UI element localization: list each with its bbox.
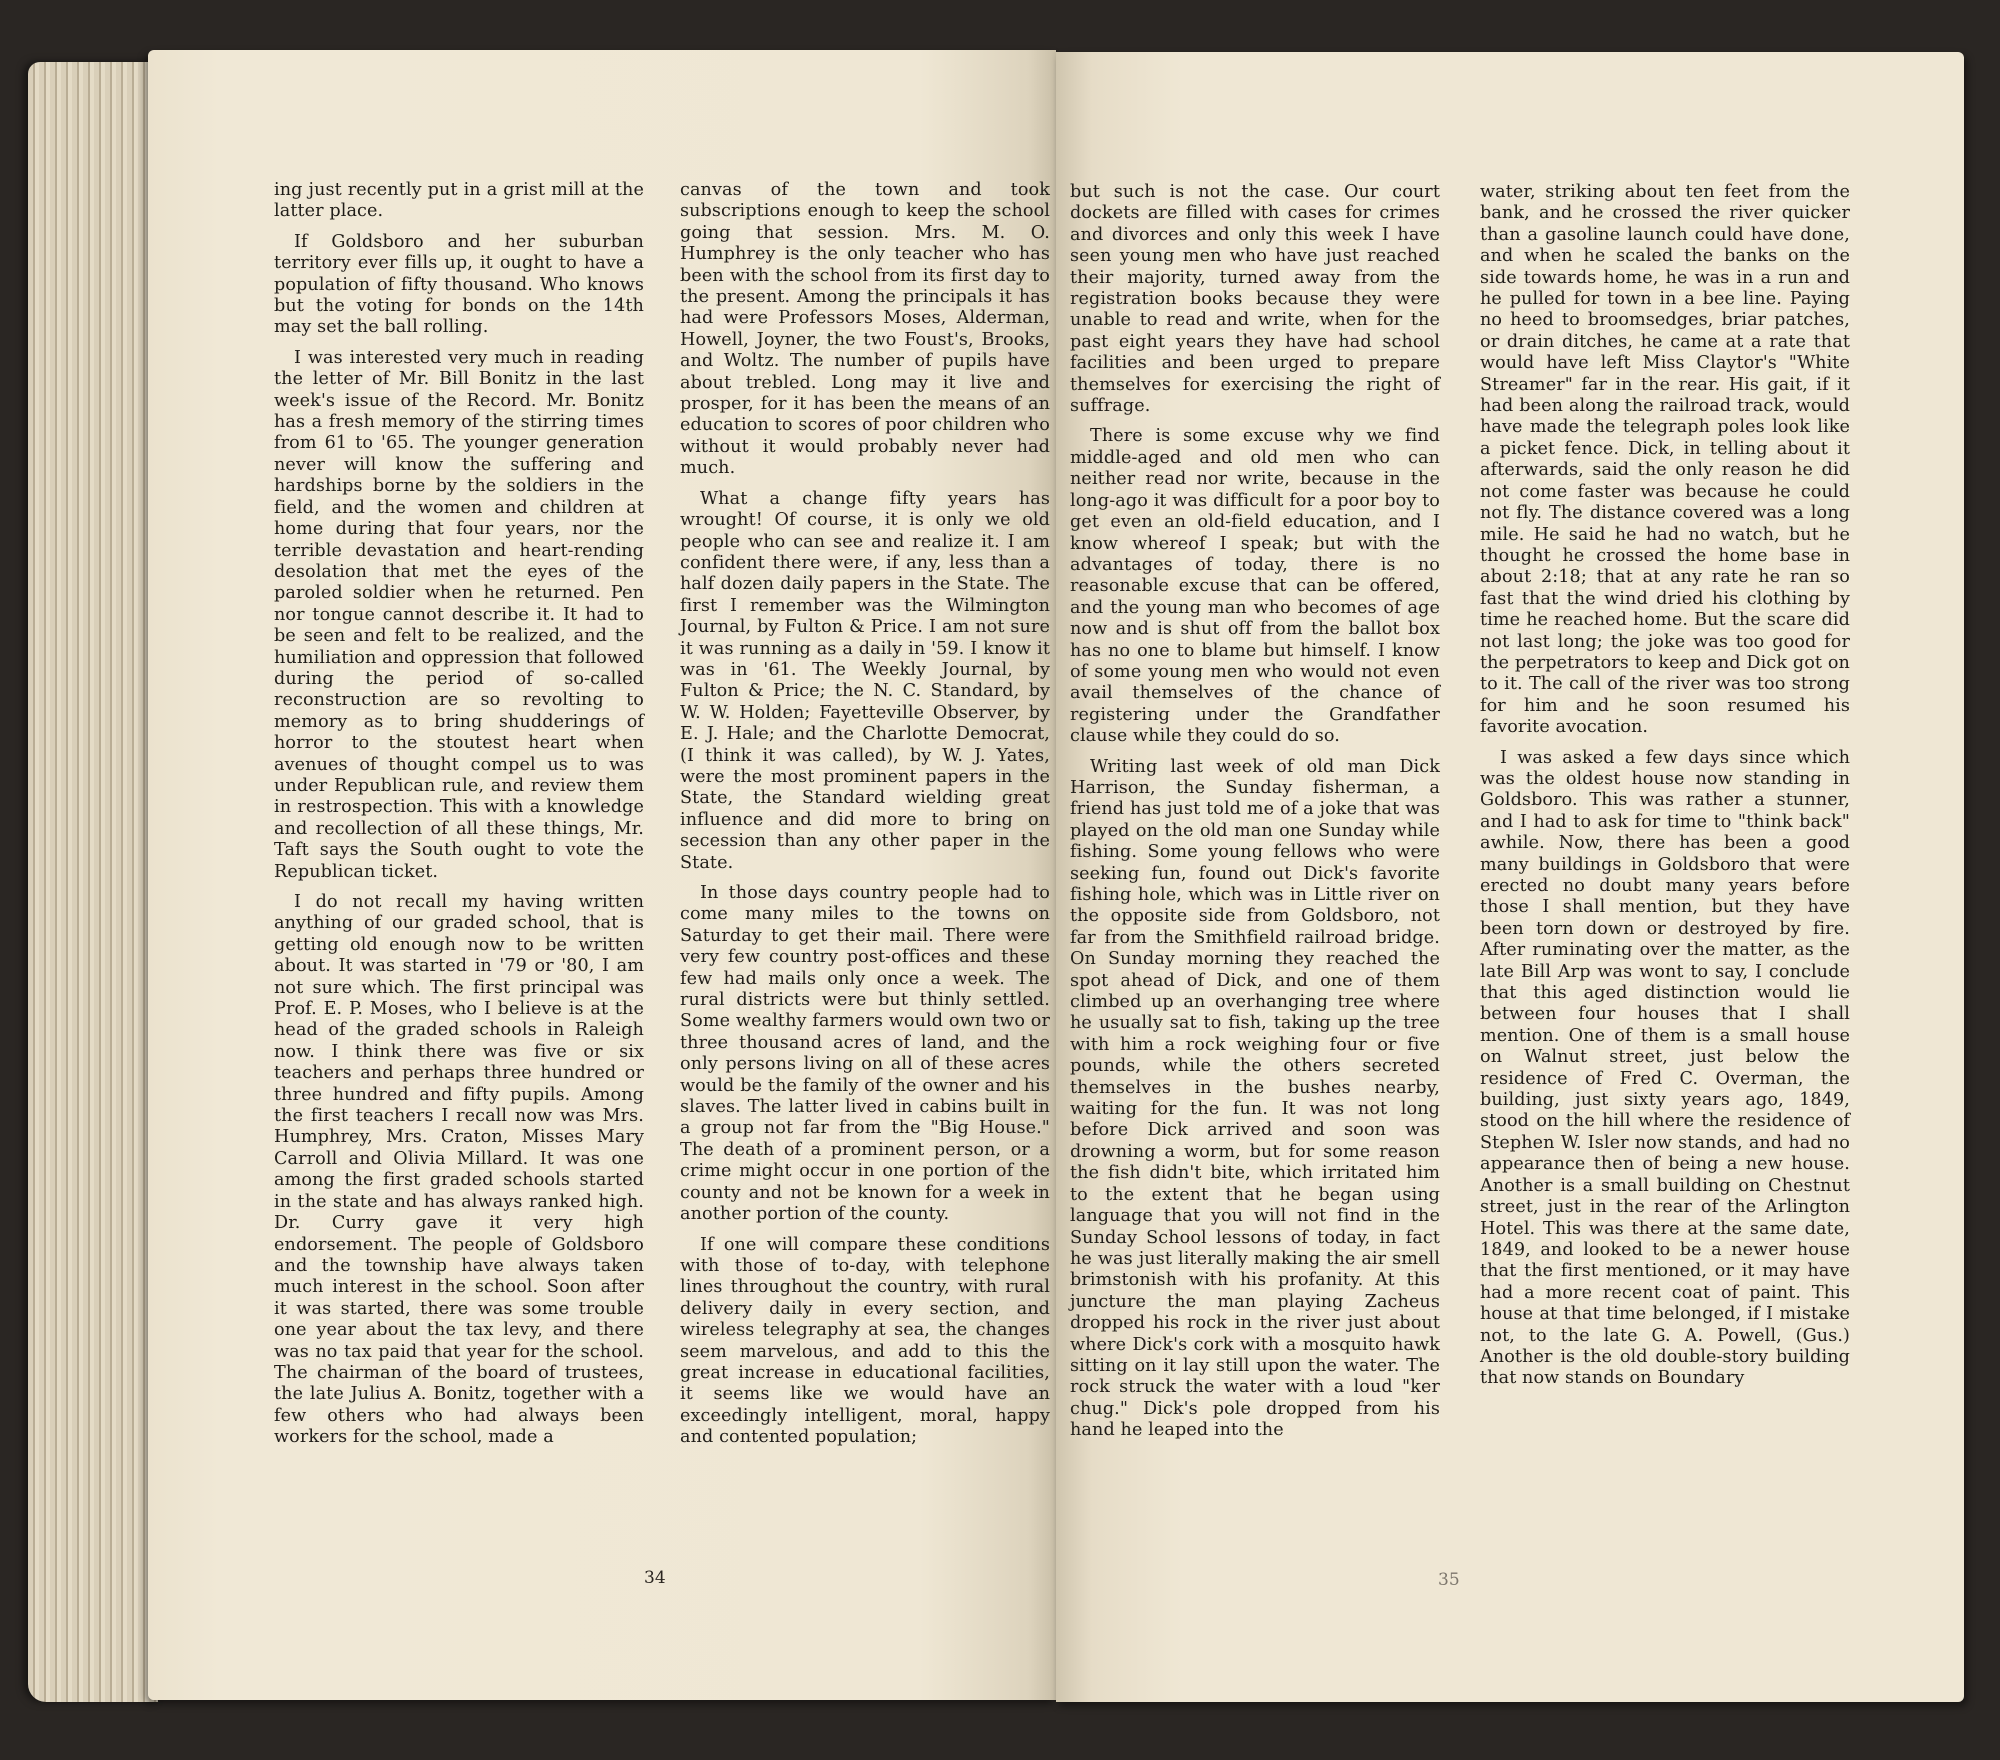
paragraph: I was interested very much in reading the letter of Mr. Bill Bonitz in the last week's issue of the Record. Mr. Bonitz has a fresh memory of the stirring times from 61 to '65. The younger generation never will know the suffering and hardships borne by the soldiers in the field, and the women and children at home during that four years, nor the terrible devastation and heart-rending desolation that met the eyes of the paroled soldier when he returned. Pen nor tongue cannot describe it. It had to be seen and felt to be realized, and the humiliation and oppression that followed during the period of so-called reconstruction are so revolting to memory as to bring shudderings of horror to the stoutest heart when avenues of thought compel us to was under Republican rule, and review them in restrospection. This with a knowledge and recollection of all these things, Mr. Taft says the South ought to vote the Republican ticket. bbox=[274, 347, 644, 882]
left-page-column-1 bbox=[274, 180, 644, 1458]
paragraph: Writing last week of old man Dick Harrison, the Sunday fisherman, a friend has just told me of a joke that was played on the old man one Sunday while fishing. Some young fellows who were seeking fun, found out Dick's favorite fishing hole, which was in Little river on the opposite side from Goldsboro, not far from the Smithfield railroad bridge. On Sunday morning they reached the spot ahead of Dick, and one of them climbed up an overhanging tree where he usually sat to fish, taking up the tree with him a rock weighing four or five pounds, while the others secreted themselves in the bushes nearby, waiting for the fun. It was not long before Dick arrived and soon was drowning a worm, but for some reason the fish didn't bite, which irritated him to the extent that he began using language that you will not find in the Sunday School lessons of today, in fact he was just literally making the air smell brimstonish with his profanity. At this juncture the man playing Zacheus dropped his rock in the river just about where Dick's cork with a mosquito hawk sitting on it lay still upon the water. The rock struck the water with a loud "ker chug." Dick's pole dropped from his hand he leaped into the bbox=[1070, 756, 1440, 1441]
paragraph: If Goldsboro and her suburban territory ever fills up, it ought to have a population of fifty thousand. Who knows but the voting for bonds on the 14th may set the ball rolling. bbox=[274, 231, 644, 338]
paragraph: There is some excuse why we find middle-aged and old men who can neither read nor write, because in the long-ago it was difficult for a poor boy to get even an old-field education, and I know whereof I speak; but with the advantages of today, there is no reasonable excuse that can be offered, and the young man who becomes of age now and is shut off from the ballot box has no one to blame but himself. I know of some young men who would not even avail themselves of the chance of registering under the Grandfather clause while they could do so. bbox=[1070, 426, 1440, 747]
right-page-column-2 bbox=[1480, 182, 1850, 1399]
paragraph: If one will compare these conditions with those of to-day, with telephone lines throughout the country, with rural delivery daily in every section, and wireless telegraphy at sea, the changes seem marvelous, and add to this the great increase in educational facilities, it seems like we would have an exceedingly intelligent, moral, happy and contented population; bbox=[680, 1234, 1050, 1448]
paragraph: canvas of the town and took subscriptions enough to keep the school going that session. Mrs. M. O. Humphrey is the only teacher who has been with the school from its first day to the present. Among the principals it has had were Professors Moses, Alderman, Howell, Joyner, the two Foust's, Brooks, and Woltz. The number of pupils have about trebled. Long may it live and prosper, for it has been the means of an education to scores of poor children who without it would probably never had much. bbox=[680, 180, 1050, 479]
right-page bbox=[1056, 52, 1964, 1702]
page-edges bbox=[28, 62, 158, 1702]
paragraph: In those days country people had to come many miles to the towns on Saturday to get their mail. There were very few country post-offices and these few had mails only once a week. The rural districts were but thinly settled. Some wealthy farmers would own two or three thousand acres of land, and the only persons living on all of these acres would be the family of the owner and his slaves. The latter lived in cabins built in a group not far from the "Big House." The death of a prominent person, or a crime might occur in one portion of the county and not be known for a week in another portion of the county. bbox=[680, 883, 1050, 1225]
left-page bbox=[148, 50, 1056, 1700]
paragraph: but such is not the case. Our court dockets are filled with cases for crimes and divorces and only this week I have seen young men who have just reached their majority, turned away from the registration books because they were unable to read and write, when for the past eight years they have had school facilities and been urged to prepare themselves for exercising the right of suffrage. bbox=[1070, 182, 1440, 417]
right-page-column-1 bbox=[1070, 182, 1440, 1451]
paragraph: I was asked a few days since which was the oldest house now standing in Goldsboro. This was rather a stunner, and I had to ask for time to "think back" awhile. Now, there has been a good many buildings in Goldsboro that were erected no doubt many years before those I shall mention, but they have been torn down or destroyed by fire. After ruminating over the matter, as the late Bill Arp was wont to say, I conclude that this aged distinction would lie between four houses that I shall mention. One of them is a small house on Walnut street, just below the residence of Fred C. Overman, the building, just sixty years ago, 1849, stood on the hill where the residence of Stephen W. Isler now stands, and had no appearance then of being a new house. Another is a small building on Chestnut street, just in the rear of the Arlington Hotel. This was there at the same date, 1849, and looked to be a newer house that the first mentioned, or it may have had a more recent coat of paint. This house at that time belonged, if I mistake not, to the late G. A. Powell, (Gus.) Another is the old double-story building that now stands on Boundary bbox=[1480, 747, 1850, 1389]
paragraph: I do not recall my having written anything of our graded school, that is getting old enough now to be written about. It was started in '79 or '80, I am not sure which. The first principal was Prof. E. P. Moses, who I believe is at the head of the graded schools in Raleigh now. I think there was five or six teachers and perhaps three hundred or three hundred and fifty pupils. Among the first teachers I recall now was Mrs. Humphrey, Mrs. Craton, Misses Mary Carroll and Olivia Millard. It was one among the first graded schools started in the state and has always ranked high. Dr. Curry gave it very high endorsement. The people of Goldsboro and the township have always taken much interest in the school. Soon after it was started, there was some trouble one year about the tax levy, and there was no tax paid that year for the school. The chairman of the board of trustees, the late Julius A. Bonitz, together with a few others who had always been workers for the school, made a bbox=[274, 892, 644, 1448]
left-page-column-2 bbox=[680, 180, 1050, 1458]
paragraph: ing just recently put in a grist mill at the latter place. bbox=[274, 180, 644, 222]
page-number: 35 bbox=[1438, 1570, 1460, 1590]
page-number: 34 bbox=[644, 1568, 666, 1588]
paragraph: water, striking about ten feet from the bank, and he crossed the river quicker than a gasoline launch could have done, and when he scaled the banks on the side towards home, he was in a run and he pulled for town in a bee line. Paying no heed to broomsedges, briar patches, or drain ditches, he came at a rate that would have left Miss Claytor's "White Streamer" far in the rear. His gait, if it had been along the railroad track, would have made the telegraph poles look like a picket fence. Dick, in telling about it afterwards, said the only reason he did not come faster was because he could not fly. The distance covered was a long mile. He said he had no watch, but he thought he crossed the home base in about 2:18; that at any rate he ran so fast that the wind dried his clothing by time he reached home. But the scare did not last long; the joke was too good for the perpetrators to keep and Dick got on to it. The call of the river was too strong for him and he soon resumed his favorite avocation. bbox=[1480, 182, 1850, 738]
paragraph: What a change fifty years has wrought! Of course, it is only we old people who can see and realize it. I am confident there were, if any, less than a half dozen daily papers in the State. The first I remember was the Wilmington Journal, by Fulton & Price. I am not sure it was running as a daily in '59. I know it was in '61. The Weekly Journal, by Fulton & Price; the N. C. Standard, by W. W. Holden; Fayetteville Observer, by E. J. Hale; and the Charlotte Democrat, (I think it was called), by W. J. Yates, were the most prominent papers in the State, the Standard wielding great influence and did more to bring on secession than any other paper in the State. bbox=[680, 488, 1050, 873]
